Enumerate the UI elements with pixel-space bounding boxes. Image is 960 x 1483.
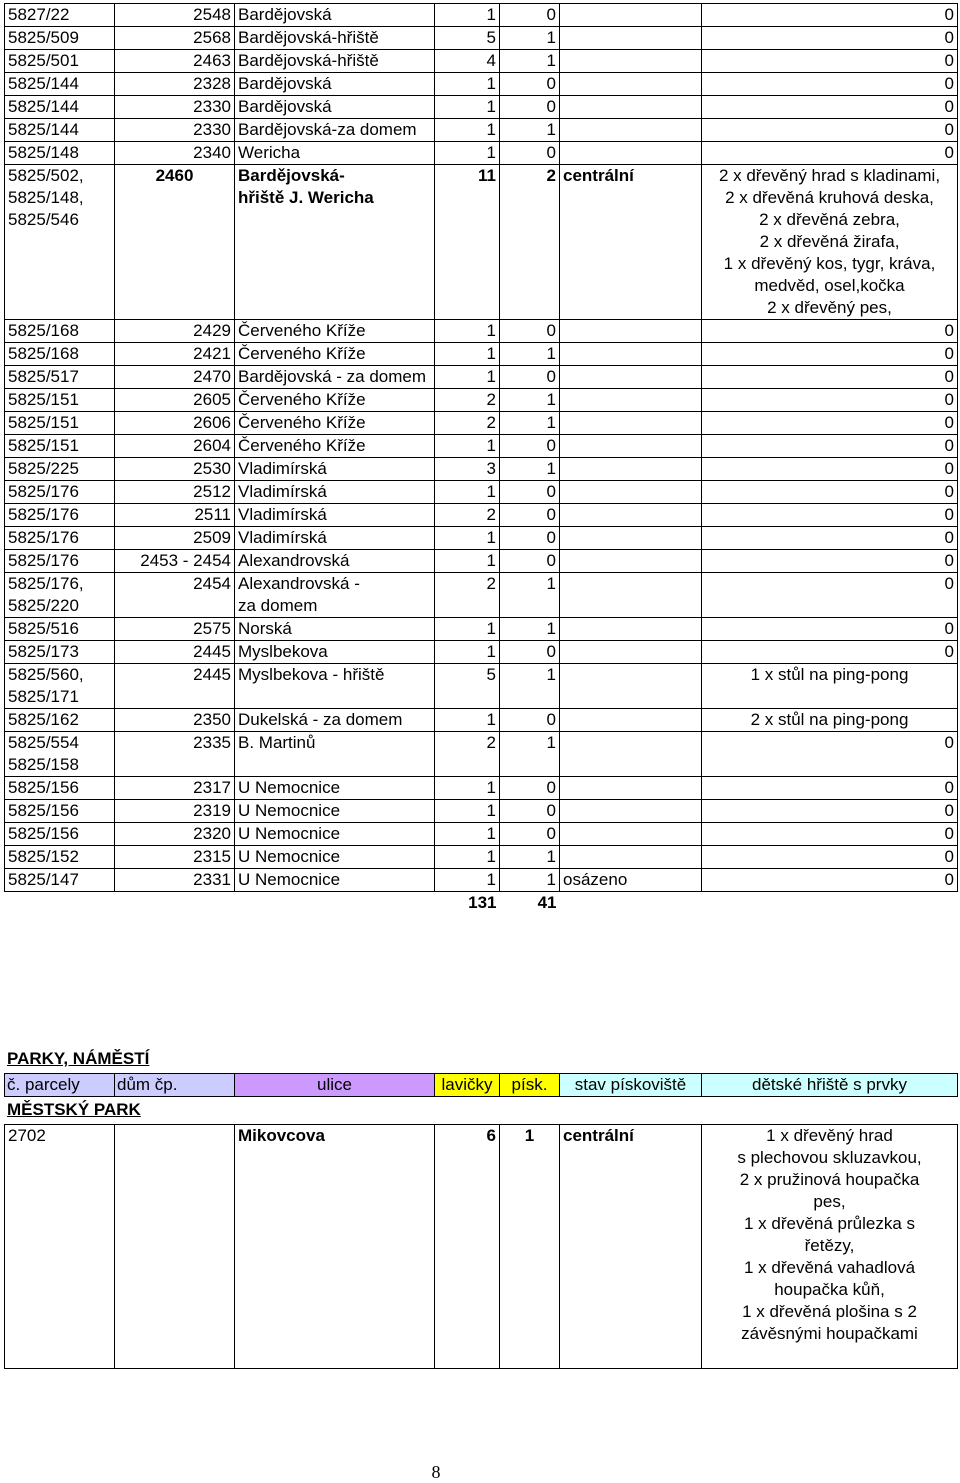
park-sandpit-cell: 1 [500,1125,560,1369]
cell-equipment: 0 [702,320,958,343]
cell-sand: 1 [500,50,560,73]
cell-equipment: 0 [702,618,958,641]
cell-street: Bardějovská-hřiště [235,50,435,73]
cell-equipment: 0 [702,777,958,800]
cell-house: 2350 [115,709,235,732]
cell-equipment: 0 [702,435,958,458]
header-sandpit: písk. [500,1074,560,1097]
cell-status [560,618,702,641]
cell-benches: 1 [435,777,500,800]
cell-parcel: 5825/148 [5,142,115,165]
cell-equipment: 0 [702,641,958,664]
cell-benches: 3 [435,458,500,481]
cell-street: Červeného Kříže [235,320,435,343]
cell-parcel: 5825/176 [5,550,115,573]
cell-equipment: 1 x stůl na ping-pong [702,664,958,709]
cell-street: Vladimírská [235,504,435,527]
cell-street: Norská [235,618,435,641]
table-row [5,869,958,892]
cell-sand: 1 [500,664,560,709]
cell-parcel: 5825/501 [5,50,115,73]
cell-parcel: 5825/168 [5,343,115,366]
cell-parcel: 5825/152 [5,846,115,869]
cell-status [560,4,702,27]
table-row [5,550,958,573]
cell-parcel: 5825/144 [5,73,115,96]
cell-sand: 0 [500,550,560,573]
table-row [5,527,958,550]
cell-benches: 1 [435,800,500,823]
table-row [5,165,958,320]
cell-sand: 0 [500,504,560,527]
cell-street: U Nemocnice [235,823,435,846]
cell-status [560,343,702,366]
cell-status [560,96,702,119]
cell-sand: 1 [500,27,560,50]
cell-street: Myslbekova - hřiště [235,664,435,709]
cell-benches: 1 [435,142,500,165]
cell-street: Bardějovská [235,73,435,96]
cell-benches: 2 [435,412,500,435]
cell-benches: 1 [435,709,500,732]
cell-equipment: 0 [702,527,958,550]
cell-equipment: 0 [702,732,958,777]
cell-benches: 1 [435,73,500,96]
cell-house: 2331 [115,869,235,892]
cell-status [560,504,702,527]
cell-benches: 1 [435,618,500,641]
cell-street: Bardějovská [235,96,435,119]
cell-parcel: 5825/144 [5,96,115,119]
cell-equipment: 0 [702,389,958,412]
cell-sand: 1 [500,869,560,892]
cell-parcel: 5825/151 [5,435,115,458]
park-house-cell [115,1125,235,1369]
table-row [5,27,958,50]
cell-house: 2509 [115,527,235,550]
cell-street: Alexandrovská - za domem [235,573,435,618]
cell-benches: 1 [435,550,500,573]
cell-sand: 1 [500,389,560,412]
cell-equipment: 0 [702,573,958,618]
cell-street: Bardějovská- hřiště J. Wericha [235,165,435,320]
cell-parcel: 5825/509 [5,27,115,50]
cell-equipment: 2 x stůl na ping-pong [702,709,958,732]
table-row [5,4,958,27]
cell-house: 2445 [115,641,235,664]
cell-status [560,435,702,458]
cell-sand: 1 [500,458,560,481]
cell-house: 2606 [115,412,235,435]
cell-sand: 1 [500,412,560,435]
cell-sand: 0 [500,142,560,165]
cell-equipment: 0 [702,142,958,165]
cell-equipment: 0 [702,50,958,73]
cell-benches: 11 [435,165,500,320]
cell-equipment: 0 [702,846,958,869]
cell-house: 2530 [115,458,235,481]
cell-benches: 1 [435,366,500,389]
cell-street: Vladimírská [235,458,435,481]
cell-benches: 5 [435,664,500,709]
park-parcel-cell: 2702 [5,1125,115,1369]
column-header-row [4,1073,958,1097]
cell-street: U Nemocnice [235,846,435,869]
cell-equipment: 2 x dřevěný hrad s kladinami, 2 x dřevěná kruhová deska, 2 x dřevěná zebra, 2 x dřevěná žirafa, 1 x dřevěný kos, tygr, kráva, medvěd, osel,kočka 2 x dřevěný pes, [702,165,958,320]
table-row [5,846,958,869]
playground-table [4,3,958,914]
cell-sand: 0 [500,709,560,732]
park-status-cell: centrální [560,1125,702,1369]
cell-status [560,458,702,481]
cell-parcel: 5825/517 [5,366,115,389]
cell-house: 2429 [115,320,235,343]
cell-status: osázeno [560,869,702,892]
table-row [5,320,958,343]
table-row [5,366,958,389]
cell-status [560,142,702,165]
table-row [5,1125,958,1369]
cell-parcel: 5825/176 [5,481,115,504]
cell-street: Bardějovská [235,4,435,27]
header-equipment: dětské hřiště s prvky [702,1074,958,1097]
cell-house: 2330 [115,119,235,142]
cell-status [560,777,702,800]
cell-parcel: 5825/156 [5,800,115,823]
cell-status [560,481,702,504]
cell-benches: 2 [435,732,500,777]
cell-benches: 1 [435,320,500,343]
cell-status: centrální [560,165,702,320]
cell-benches: 1 [435,119,500,142]
cell-equipment: 0 [702,343,958,366]
section-title-city-park: MĚSTSKÝ PARK [7,1100,141,1119]
cell-parcel: 5825/168 [5,320,115,343]
cell-status [560,73,702,96]
cell-house: 2328 [115,73,235,96]
cell-street: Bardějovská - za domem [235,366,435,389]
cell-parcel: 5825/156 [5,823,115,846]
table-row [5,504,958,527]
cell-house: 2330 [115,96,235,119]
cell-benches: 1 [435,527,500,550]
table-row [5,573,958,618]
cell-equipment: 0 [702,27,958,50]
cell-sand: 0 [500,435,560,458]
cell-equipment: 0 [702,504,958,527]
cell-equipment: 0 [702,96,958,119]
totals-empty-cell [115,892,235,915]
cell-benches: 1 [435,481,500,504]
cell-sand: 1 [500,732,560,777]
totals-empty-cell [5,892,115,915]
totals-empty-cell [235,892,435,915]
cell-house: 2470 [115,366,235,389]
table-row [5,458,958,481]
cell-status [560,641,702,664]
section-title-parks: PARKY, NÁMĚSTÍ [7,1049,150,1068]
cell-benches: 1 [435,4,500,27]
cell-benches: 2 [435,573,500,618]
cell-status [560,119,702,142]
cell-street: Alexandrovská [235,550,435,573]
cell-equipment: 0 [702,550,958,573]
cell-sand: 0 [500,320,560,343]
cell-equipment: 0 [702,4,958,27]
cell-house: 2317 [115,777,235,800]
total-benches: 131 [468,893,497,912]
cell-sand: 2 [500,165,560,320]
table-row [5,73,958,96]
park-benches-cell: 6 [435,1125,500,1369]
cell-benches: 5 [435,27,500,50]
table-row [5,800,958,823]
cell-parcel: 5825/151 [5,389,115,412]
cell-parcel: 5825/162 [5,709,115,732]
cell-equipment: 0 [702,869,958,892]
cell-sand: 0 [500,96,560,119]
table-row [5,641,958,664]
cell-sand: 0 [500,800,560,823]
cell-parcel: 5825/176, 5825/220 [5,573,115,618]
cell-house: 2512 [115,481,235,504]
cell-parcel: 5825/156 [5,777,115,800]
cell-status [560,732,702,777]
cell-sand: 0 [500,481,560,504]
cell-house: 2605 [115,389,235,412]
cell-house: 2460 [115,165,235,320]
cell-parcel: 5825/225 [5,458,115,481]
cell-parcel: 5825/176 [5,527,115,550]
cell-street: Bardějovská-hřiště [235,27,435,50]
cell-benches: 1 [435,641,500,664]
cell-street: Dukelská - za domem [235,709,435,732]
cell-sand: 0 [500,527,560,550]
header-house: dům čp. [115,1074,235,1097]
cell-equipment: 0 [702,366,958,389]
total-sand: 41 [537,893,557,912]
cell-house: 2463 [115,50,235,73]
totals-row [5,892,958,915]
cell-sand: 1 [500,846,560,869]
cell-status [560,389,702,412]
cell-status [560,800,702,823]
cell-status [560,527,702,550]
table-row [5,664,958,709]
cell-house: 2454 [115,573,235,618]
cell-sand: 0 [500,4,560,27]
cell-house: 2335 [115,732,235,777]
table-row [5,142,958,165]
cell-status [560,709,702,732]
table-row [5,50,958,73]
cell-status [560,550,702,573]
cell-status [560,664,702,709]
cell-status [560,412,702,435]
cell-benches: 1 [435,869,500,892]
cell-street: Červeného Kříže [235,412,435,435]
totals-empty-cell [702,892,958,915]
cell-status [560,846,702,869]
cell-street: Wericha [235,142,435,165]
cell-house: 2319 [115,800,235,823]
cell-house: 2604 [115,435,235,458]
cell-sand: 0 [500,823,560,846]
cell-equipment: 0 [702,412,958,435]
header-street: ulice [235,1074,435,1097]
cell-equipment: 0 [702,481,958,504]
table-row [5,343,958,366]
table-row [5,435,958,458]
cell-parcel: 5825/147 [5,869,115,892]
cell-status [560,27,702,50]
cell-house: 2421 [115,343,235,366]
cell-parcel: 5825/151 [5,412,115,435]
cell-street: Bardějovská-za domem [235,119,435,142]
header-sandpit-status: stav pískoviště [560,1074,702,1097]
city-park-table [4,1124,958,1369]
cell-sand: 1 [500,343,560,366]
cell-house: 2453 - 2454 [115,550,235,573]
table-row [5,777,958,800]
cell-sand: 0 [500,73,560,96]
table-row [5,389,958,412]
park-equipment-cell: 1 x dřevěný hrad s plechovou skluzavkou, 2 x pružinová houpačka pes, 1 x dřevěná průlezka s řetězy, 1 x dřevěná vahadlová houpačka kůň, 1 x dřevěná plošina s 2 závěsnými houpačkami [702,1125,958,1369]
park-street-cell: Mikovcova [235,1125,435,1369]
cell-status [560,823,702,846]
cell-street: U Nemocnice [235,800,435,823]
cell-parcel: 5825/560, 5825/171 [5,664,115,709]
cell-status [560,366,702,389]
cell-street: Vladimírská [235,527,435,550]
table-row [5,709,958,732]
cell-street: B. Martinů [235,732,435,777]
cell-status [560,573,702,618]
cell-house: 2575 [115,618,235,641]
cell-benches: 1 [435,823,500,846]
cell-house: 2340 [115,142,235,165]
cell-house: 2445 [115,664,235,709]
cell-street: Červeného Kříže [235,389,435,412]
cell-equipment: 0 [702,73,958,96]
cell-house: 2315 [115,846,235,869]
cell-sand: 0 [500,641,560,664]
cell-benches: 1 [435,846,500,869]
table-row [5,618,958,641]
cell-parcel: 5825/144 [5,119,115,142]
cell-equipment: 0 [702,119,958,142]
cell-status [560,320,702,343]
cell-sand: 0 [500,366,560,389]
cell-equipment: 0 [702,800,958,823]
cell-house: 2511 [115,504,235,527]
cell-parcel: 5825/554 5825/158 [5,732,115,777]
cell-parcel: 5825/173 [5,641,115,664]
cell-sand: 1 [500,618,560,641]
table-row [5,823,958,846]
cell-street: Červeného Kříže [235,343,435,366]
table-row [5,481,958,504]
table-row [5,732,958,777]
cell-street: Červeného Kříže [235,435,435,458]
cell-house: 2548 [115,4,235,27]
cell-equipment: 0 [702,458,958,481]
cell-sand: 1 [500,119,560,142]
cell-benches: 2 [435,504,500,527]
cell-sand: 1 [500,573,560,618]
cell-sand: 0 [500,777,560,800]
cell-house: 2568 [115,27,235,50]
cell-equipment: 0 [702,823,958,846]
cell-parcel: 5825/516 [5,618,115,641]
cell-house: 2320 [115,823,235,846]
page-number: 8 [431,1462,441,1482]
cell-street: U Nemocnice [235,777,435,800]
table-row [5,96,958,119]
cell-benches: 1 [435,96,500,119]
cell-parcel: 5827/22 [5,4,115,27]
cell-benches: 4 [435,50,500,73]
cell-status [560,50,702,73]
cell-street: Vladimírská [235,481,435,504]
cell-street: U Nemocnice [235,869,435,892]
cell-benches: 1 [435,343,500,366]
totals-empty-cell [560,892,702,915]
table-row [5,119,958,142]
header-benches: lavičky [435,1074,500,1097]
cell-parcel: 5825/502, 5825/148, 5825/546 [5,165,115,320]
cell-benches: 1 [435,435,500,458]
table-row [5,412,958,435]
cell-street: Myslbekova [235,641,435,664]
header-parcel: č. parcely [5,1074,115,1097]
cell-parcel: 5825/176 [5,504,115,527]
cell-benches: 2 [435,389,500,412]
